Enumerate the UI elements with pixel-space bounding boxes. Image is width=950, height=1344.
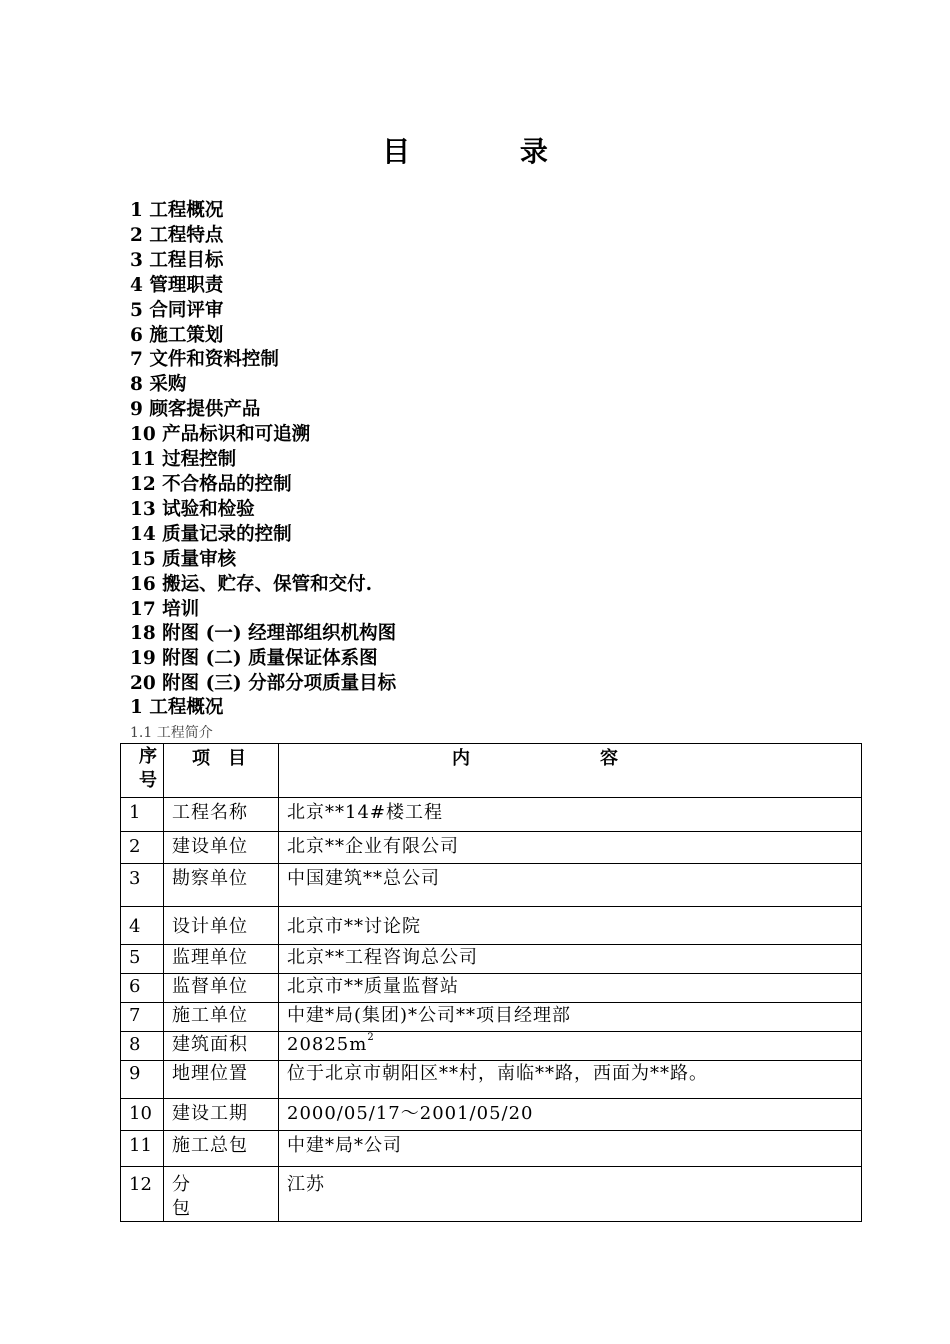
row-content: 江苏 <box>279 1167 862 1222</box>
toc-item: 4 管理职责 <box>130 274 224 296</box>
row-item: 地理位置 <box>164 1061 279 1099</box>
row-item: 监理单位 <box>164 945 279 974</box>
table-row <box>121 1032 862 1061</box>
project-info-table <box>120 743 862 1222</box>
row-item: 监督单位 <box>164 974 279 1003</box>
row-content: 位于北京市朝阳区**村，南临**路，西面为**路。 <box>279 1061 862 1099</box>
subsection-title: 1.1 工程简介 <box>130 725 213 741</box>
row-num: 3 <box>121 864 164 907</box>
table-row <box>121 945 862 974</box>
row-item: 设计单位 <box>164 907 279 945</box>
row-item: 工程名称 <box>164 798 279 832</box>
row-item: 分包 <box>164 1167 279 1222</box>
row-item: 施工单位 <box>164 1003 279 1032</box>
table-row <box>121 907 862 945</box>
row-item: 施工总包 <box>164 1131 279 1167</box>
table-row <box>121 974 862 1003</box>
toc-item: 6 施工策划 <box>130 324 224 346</box>
row-content: 中国建筑**总公司 <box>279 864 862 907</box>
table-of-contents <box>130 199 396 697</box>
row-num: 4 <box>121 907 164 945</box>
toc-item: 17 培训 <box>130 598 200 620</box>
toc-item: 18 附图 (一) 经理部组织机构图 <box>130 623 397 645</box>
toc-item: 15 质量审核 <box>130 548 237 570</box>
toc-item: 9 顾客提供产品 <box>130 399 261 421</box>
row-item: 建设单位 <box>164 832 279 864</box>
section-heading: 1 工程概况 <box>130 697 224 718</box>
toc-item: 3 工程目标 <box>130 249 224 271</box>
row-num: 2 <box>121 832 164 864</box>
toc-item: 19 附图 (二) 质量保证体系图 <box>130 648 378 670</box>
row-content: 2000/05/17～2001/05/20 <box>279 1099 862 1131</box>
row-num: 8 <box>121 1032 164 1061</box>
toc-item: 8 采购 <box>130 374 187 396</box>
row-num: 6 <box>121 974 164 1003</box>
toc-item: 12 不合格品的控制 <box>130 473 292 495</box>
toc-item: 10 产品标识和可追溯 <box>130 424 311 446</box>
page-title: 目 录 <box>382 135 598 168</box>
table-row <box>121 1061 862 1099</box>
row-content: 北京**企业有限公司 <box>279 832 862 864</box>
header-num: 序号 <box>121 744 164 798</box>
table-row <box>121 1167 862 1222</box>
row-num: 9 <box>121 1061 164 1099</box>
row-num: 7 <box>121 1003 164 1032</box>
row-content: 北京市**质量监督站 <box>279 974 862 1003</box>
row-num: 1 <box>121 798 164 832</box>
toc-item: 1 工程概况 <box>130 200 224 221</box>
row-content: 中建*局(集团)*公司**项目经理部 <box>279 1003 862 1032</box>
row-num: 5 <box>121 945 164 974</box>
table-header-row <box>121 744 862 798</box>
table-row <box>121 864 862 907</box>
row-content: 北京**14#楼工程 <box>279 798 862 832</box>
row-num: 10 <box>121 1099 164 1131</box>
header-content: 内容 <box>279 744 862 798</box>
row-item: 勘察单位 <box>164 864 279 907</box>
row-content: 北京市**讨论院 <box>279 907 862 945</box>
table-row <box>121 1099 862 1131</box>
row-item: 建设工期 <box>164 1099 279 1131</box>
table-row <box>121 798 862 832</box>
row-content: 中建*局*公司 <box>279 1131 862 1167</box>
toc-item: 5 合同评审 <box>130 299 224 321</box>
toc-item: 2 工程特点 <box>130 224 224 246</box>
row-content: 北京**工程咨询总公司 <box>279 945 862 974</box>
toc-item: 20 附图 (三) 分部分项质量目标 <box>130 673 397 695</box>
toc-item: 7 文件和资料控制 <box>130 349 279 371</box>
table-row <box>121 1003 862 1032</box>
row-item: 建筑面积 <box>164 1032 279 1061</box>
toc-item: 13 试验和检验 <box>130 498 255 520</box>
toc-item: 11 过程控制 <box>130 449 237 471</box>
area-unit-superscript: 2 <box>367 1032 375 1043</box>
row-num: 11 <box>121 1131 164 1167</box>
table-row <box>121 832 862 864</box>
row-num: 12 <box>121 1167 164 1222</box>
table-row <box>121 1131 862 1167</box>
area-value: 20825m <box>287 1034 368 1055</box>
toc-item: 14 质量记录的控制 <box>130 523 292 545</box>
toc-item: 16 搬运、贮存、保管和交付. <box>130 573 373 595</box>
header-item: 项目 <box>164 744 279 798</box>
row-content <box>279 1032 862 1061</box>
